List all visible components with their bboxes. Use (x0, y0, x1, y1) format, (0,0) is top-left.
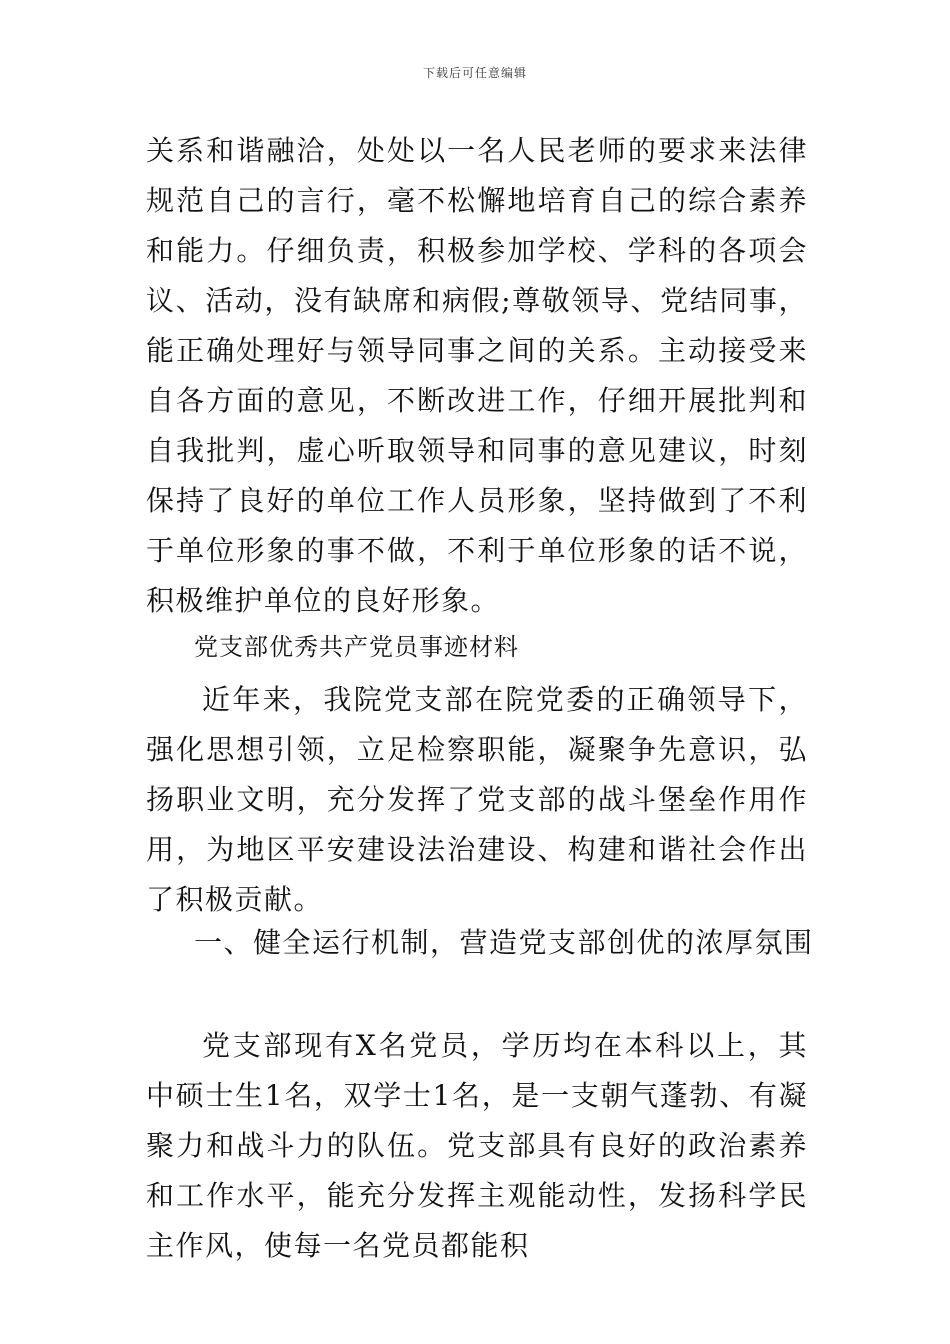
body-paragraph-3: 党支部现有X名党员，学历均在本科以上，其中硕士生1名，双学士1名，是一支朝气蓬勃、有凝聚力和战斗力的队伍。党支部具有良好的政治素养和工作水平，能充分发挥主观能动性，发扬科学民主作风，使每一名党员都能积 (146, 1029, 808, 1262)
page-header-note: 下载后可任意编辑 (422, 66, 527, 80)
section-heading-1: 一、健全运行机制，营造党支部创优的浓厚氛围 (194, 926, 814, 959)
document-title: 党支部优秀共产党员事迹材料 (194, 633, 519, 661)
body-paragraph-2: 近年来，我院党支部在院党委的正确领导下，强化思想引领，立足检察职能，凝聚争先意识，弘扬职业文明，充分发挥了党支部的战斗堡垒作用作用，为地区平安建设法治建设、构建和谐社会作出了积极贡献。 (146, 683, 808, 916)
body-paragraph-1: 关系和谐融洽，处处以一名人民老师的要求来法律规范自己的言行，毫不松懈地培育自己的综合素养和能力。仔细负责，积极参加学校、学科的各项会议、活动，没有缺席和病假;尊敬领导、党结同事，能正确处理好与领导同事之间的关系。主动接受来自各方面的意见，不断改进工作，仔细开展批判和自我批判，虚心听取领导和同事的意见建议，时刻保持了良好的单位工作人员形象，坚持做到了不利于单位形象的事不做，不利于单位形象的话不说，积极维护单位的良好形象。 (146, 134, 808, 617)
